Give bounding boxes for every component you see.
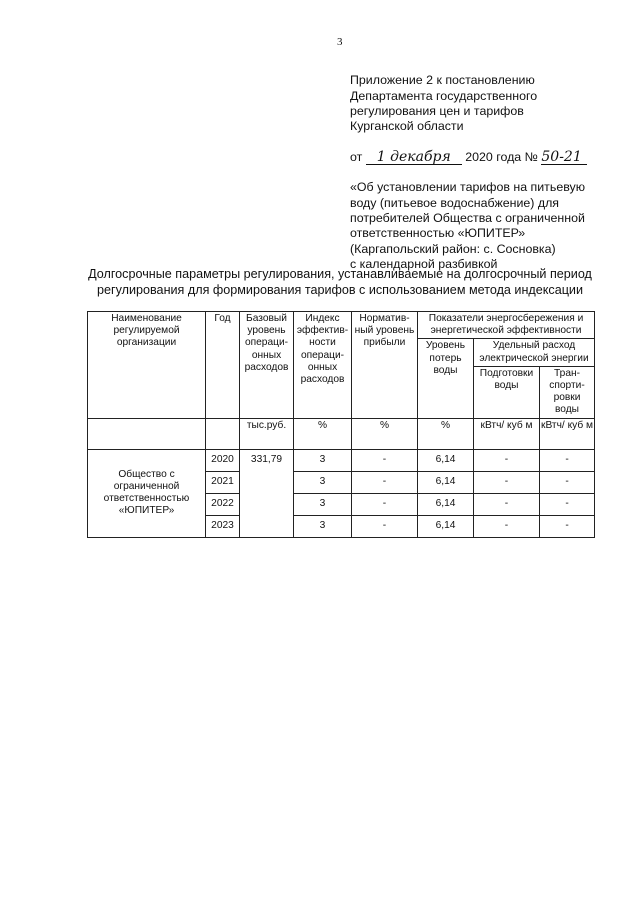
row-transport: -	[540, 493, 595, 515]
header-index: Индекс эффектив-ности операци-онных расходов	[294, 312, 352, 419]
unit-org-empty	[88, 418, 206, 449]
unit-index: %	[294, 418, 352, 449]
date-prefix: от	[350, 149, 366, 164]
page-number: 3	[337, 36, 343, 48]
row-transport: -	[540, 515, 595, 537]
row-loss: 6,14	[418, 471, 474, 493]
header-transport: Тран-спорти-ровки воды	[540, 366, 595, 418]
unit-prep: кВтч/ куб м	[474, 418, 540, 449]
organization-name: Общество с ограниченной ответственностью «ЮПИТЕР»	[88, 449, 206, 537]
appendix-header-line1: Приложение 2 к постановлению Департамента государственного регулирования цен и тарифов Курганской области	[350, 73, 538, 134]
header-org: Наименование регулируемой организации	[88, 312, 206, 419]
appendix-header-line2: «Об установлении тарифов на питьевую воду (питьевое водоснабжение) для потребителей Общества с ограниченной ответственностью «ЮПИТЕР» (Каргапольский район: с. Сосновка) с календарной разбивкой	[350, 180, 586, 271]
row-prep: -	[474, 449, 540, 471]
table-row	[88, 449, 595, 471]
row-loss: 6,14	[418, 493, 474, 515]
header-energy-group: Показатели энергосбережения и энергетической эффективности	[418, 312, 595, 339]
row-prep: -	[474, 471, 540, 493]
row-profit: -	[352, 493, 418, 515]
header-year: Год	[206, 312, 240, 419]
units-row	[88, 418, 595, 449]
row-index: 3	[294, 471, 352, 493]
row-year: 2022	[206, 493, 240, 515]
row-index: 3	[294, 493, 352, 515]
parameters-table	[87, 311, 595, 538]
header-specific-group: Удельный расход электрической энергии	[474, 339, 595, 366]
row-profit: -	[352, 515, 418, 537]
row-loss: 6,14	[418, 449, 474, 471]
unit-profit: %	[352, 418, 418, 449]
row-prep: -	[474, 493, 540, 515]
unit-transport: кВтч/ куб м	[540, 418, 595, 449]
header-loss: Уровень потерь воды	[418, 339, 474, 418]
resolution-date-line	[350, 150, 620, 165]
row-prep: -	[474, 515, 540, 537]
appendix-header	[350, 58, 620, 287]
header-profit: Норматив-ный уровень прибыли	[352, 312, 418, 419]
row-index: 3	[294, 449, 352, 471]
header-base: Базовый уровень операци-онных расходов	[240, 312, 294, 419]
row-loss: 6,14	[418, 515, 474, 537]
unit-base: тыс.руб.	[240, 418, 294, 449]
row-year: 2023	[206, 515, 240, 537]
row-profit: -	[352, 449, 418, 471]
handwritten-number: 50-21	[541, 151, 587, 165]
row-transport: -	[540, 471, 595, 493]
row-profit: -	[352, 471, 418, 493]
base-cost-value: 331,79	[240, 449, 294, 537]
row-year: 2021	[206, 471, 240, 493]
handwritten-day: 1 декабря	[366, 151, 462, 165]
unit-year-empty	[206, 418, 240, 449]
row-transport: -	[540, 449, 595, 471]
year-text: 2020 года №	[461, 149, 542, 164]
document-title: Долгосрочные параметры регулирования, устанавливаемые на долгосрочный период регулирования для формирования тарифов с использованием метода индексации	[88, 267, 592, 297]
row-year: 2020	[206, 449, 240, 471]
unit-loss: %	[418, 418, 474, 449]
row-index: 3	[294, 515, 352, 537]
header-prep: Подготовки воды	[474, 366, 540, 418]
